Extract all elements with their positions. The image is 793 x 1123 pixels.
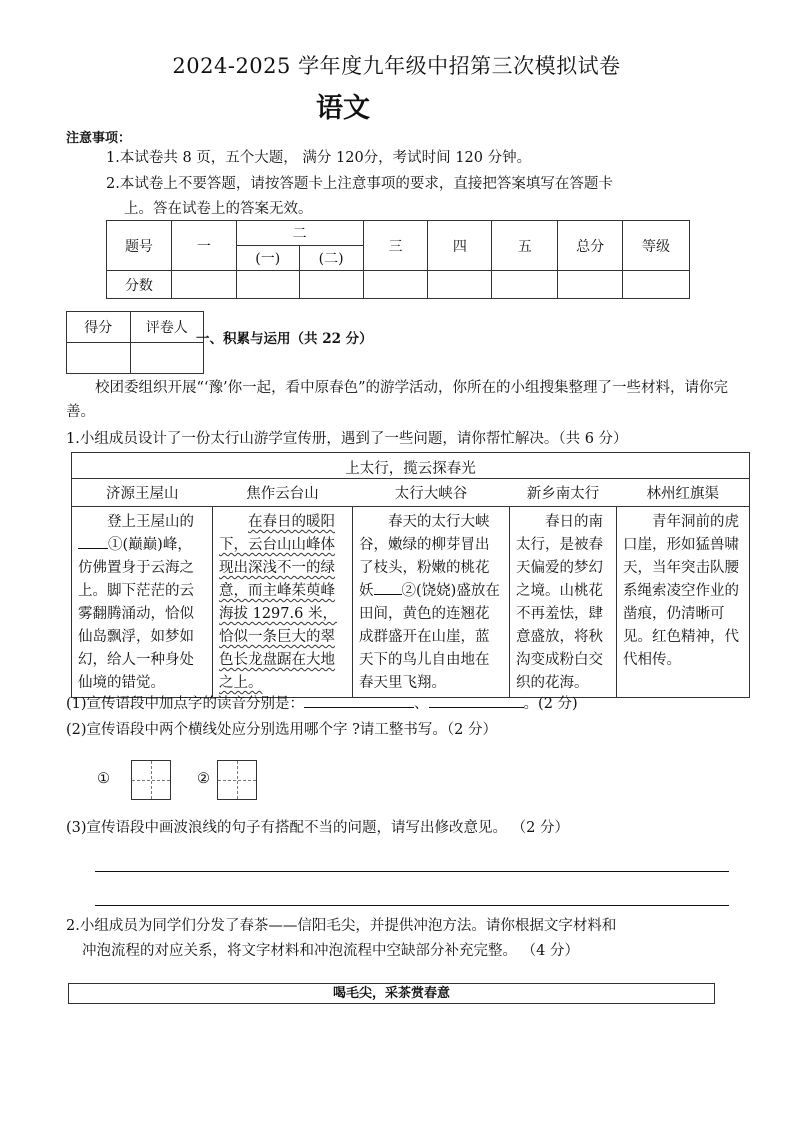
q1-sub3: (3)宣传语段中画波浪线的句子有搭配不当的问题，请写出修改意见。 （2 分） xyxy=(66,820,569,836)
q1-sub1 xyxy=(66,692,578,716)
brochure-table xyxy=(71,452,750,698)
box-label-1: ① xyxy=(97,771,110,787)
grader-score-label: 得分 xyxy=(67,312,131,343)
grader-box xyxy=(66,311,204,374)
cell-3-text-a: 春天的太行大峡谷，嫩绿的柳芽冒出了枝头，粉嫩的桃花妖 xyxy=(359,514,490,599)
q1-sub1-end: 。(2 分) xyxy=(523,696,578,712)
brochure-cell-3 xyxy=(353,507,510,698)
score-header-3: 三 xyxy=(363,221,428,271)
score-cell xyxy=(236,271,299,299)
tea-box-title: 喝毛尖，采茶赏春意 xyxy=(68,983,715,1004)
q1-sub1-text: (1)宣传语段中加点字的读音分别是： xyxy=(66,696,305,712)
answer-line-1[interactable] xyxy=(95,871,729,872)
score-header-grade: 等级 xyxy=(623,221,690,271)
cell-4-text: 春日的南太行，是被春天偏爱的梦幻之境。山桃花不再羞怯，肆意盛放，将秋沟变成粉白交织的花海。 xyxy=(516,514,603,691)
score-cell xyxy=(363,271,428,299)
score-header-4: 四 xyxy=(428,221,492,271)
score-table xyxy=(106,220,690,299)
score-row-label: 分数 xyxy=(107,271,172,299)
q1-stem: 1.小组成员设计了一份太行山游学宣传册，遇到了一些问题，请你帮忙解决。（共 6 分） xyxy=(66,431,628,447)
cell-5-text: 青年洞前的虎口崖，形如猛兽啸天，当年突击队腰系绳索凌空作业的凿痕，仍清晰可见。红色精神，代代相传。 xyxy=(623,514,739,668)
brochure-title: 上太行，揽云探春光 xyxy=(72,453,750,479)
exam-title: 2024-2025 学年度九年级中招第三次模拟试卷 xyxy=(172,54,621,78)
cell-1-text-a: 登上王屋山的 xyxy=(107,514,194,530)
intro-paragraph: 校团委组织开展“‘豫’你一起，看中原春色”的游学活动，你所在的小组搜集整理了一些材料，请你完善。 xyxy=(66,380,729,420)
answer-line-2[interactable] xyxy=(95,905,729,906)
notes-heading: 注意事项： xyxy=(66,131,132,146)
q1-sub2: (2)宣传语段中两个横线处应分别选用哪个字 ?请工整书写。（2 分） xyxy=(66,722,498,738)
q2-stem-1: 2.小组成员为同学们分发了春茶——信阳毛尖，并提供冲泡方法。请你根据文字材料和 xyxy=(66,918,617,934)
score-cell xyxy=(299,271,363,299)
score-cell xyxy=(623,271,690,299)
brochure-cell-1 xyxy=(72,507,213,698)
score-header-2-sub-2: (二) xyxy=(299,246,363,271)
cell-1-text-b: ①(巅巅)峰，仿佛置身于云海之上。脚下茫茫的云雾翻腾涌动，恰似仙岛飘浮，如梦如幻，给人一种身处仙境的错觉。 xyxy=(78,537,194,691)
answer-blank-2[interactable] xyxy=(429,693,524,708)
score-header-2-sub-1: (一) xyxy=(236,246,299,271)
grader-score-cell xyxy=(67,343,131,374)
grader-name-cell xyxy=(130,343,203,374)
score-header-total: 总分 xyxy=(558,221,623,271)
brochure-col-3: 太行大峡谷 xyxy=(353,479,510,507)
grader-name-label: 评卷人 xyxy=(130,312,203,343)
blank-2 xyxy=(374,594,402,595)
score-cell xyxy=(171,271,236,299)
subject-title: 语文 xyxy=(316,93,370,124)
score-header-1: 一 xyxy=(171,221,236,271)
score-header-5: 五 xyxy=(492,221,558,271)
brochure-col-1: 济源王屋山 xyxy=(72,479,213,507)
brochure-cell-2 xyxy=(213,507,353,698)
brochure-cell-5 xyxy=(617,507,750,698)
answer-blank-1[interactable] xyxy=(304,693,414,708)
brochure-col-5: 林州红旗渠 xyxy=(617,479,750,507)
brochure-cell-4 xyxy=(510,507,617,698)
score-cell xyxy=(428,271,492,299)
box-label-2: ② xyxy=(197,771,210,787)
score-header-question: 题号 xyxy=(107,221,172,271)
note-item-1: 1.本试卷共 8 页，五个大题， 满分 120分，考试时间 120 分钟。 xyxy=(106,150,532,166)
score-header-2: 二 xyxy=(236,221,363,246)
q1-sub1-sep: 、 xyxy=(414,696,429,712)
note-item-2: 2.本试卷上不要答题，请按答题卡上注意事项的要求，直接把答案填写在答题卡 xyxy=(106,176,613,192)
score-cell xyxy=(492,271,558,299)
wavy-sentence: 在春日的暖阳下，云台山山峰体现出深浅不一的绿意，而主峰茱萸峰海拔 1297.6 米，恰似一条巨大的翠色长龙盘踞在大地之上。 xyxy=(219,514,337,691)
blank-1 xyxy=(78,548,108,549)
score-cell xyxy=(558,271,623,299)
brochure-col-2: 焦作云台山 xyxy=(213,479,353,507)
writing-box-1[interactable] xyxy=(131,760,171,800)
brochure-col-4: 新乡南太行 xyxy=(510,479,617,507)
writing-box-2[interactable] xyxy=(217,760,257,800)
section-one-title: 一、积累与运用（共 22 分） xyxy=(196,331,373,347)
cell-3-text-b: ②(饶娆)盛放在田间，黄色的连翘花成群盛开在山崖，蓝天下的鸟儿自由地在春天里飞翔。 xyxy=(359,583,500,691)
q2-stem-2: 冲泡流程的对应关系，将文字材料和冲泡流程中空缺部分补充完整。 （4 分） xyxy=(82,943,579,959)
note-item-3: 上。答在试卷上的答案无效。 xyxy=(124,201,313,217)
